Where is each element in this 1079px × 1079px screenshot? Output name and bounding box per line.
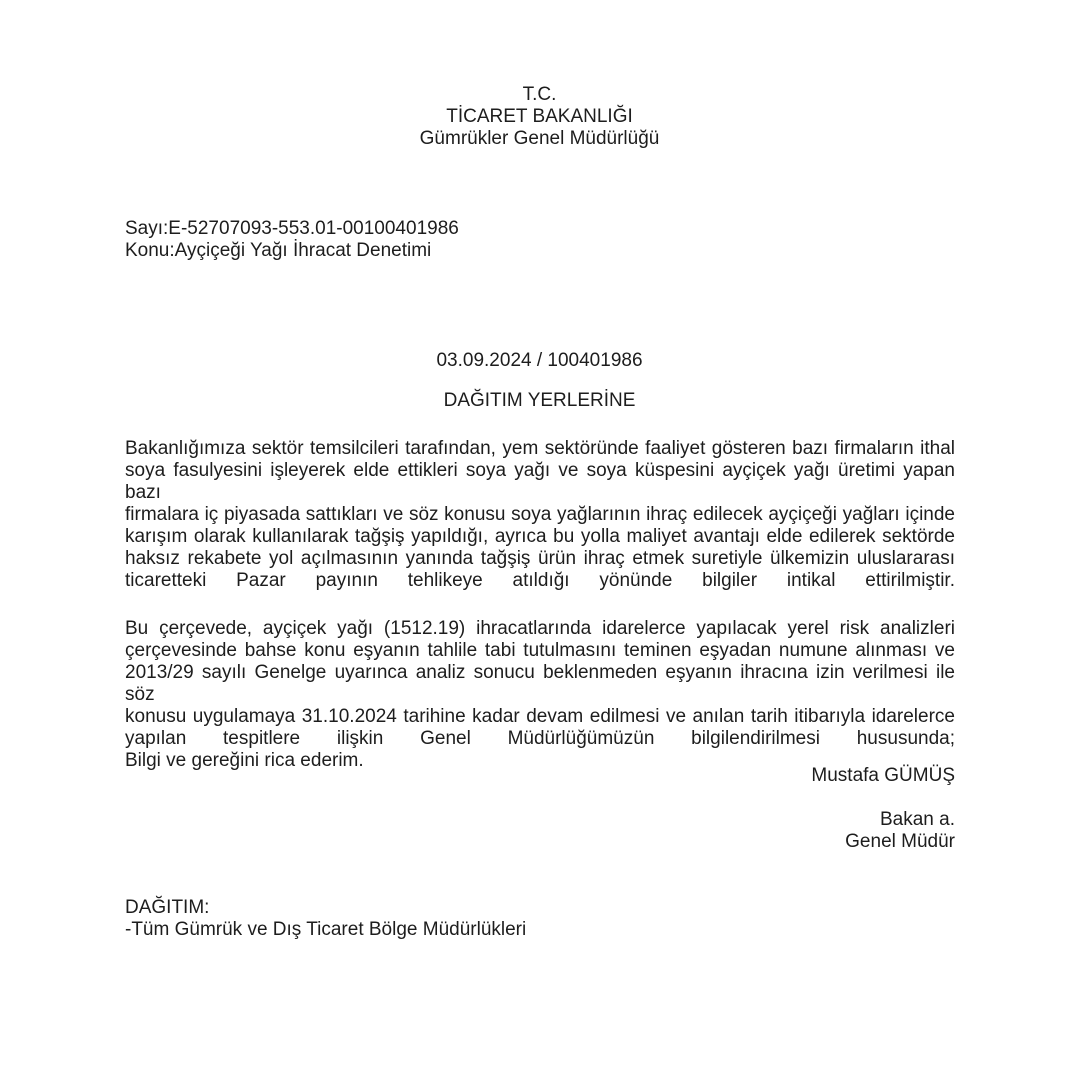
- body-line: konusu uygulamaya 31.10.2024 tarihine kadar devam edilmesi ve anılan tarih itibarıyla idarelerce: [125, 706, 955, 727]
- letterhead-ministry: TİCARET BAKANLIĞI: [446, 106, 633, 127]
- signature-title-role: Genel Müdür: [845, 831, 955, 852]
- distribution-item: -Tüm Gümrük ve Dış Ticaret Bölge Müdürlükleri: [125, 919, 527, 940]
- date-line: 03.09.2024 / 100401986: [436, 350, 643, 371]
- body-paragraph-1: [125, 438, 955, 592]
- body-line: 2013/29 sayılı Genelge uyarınca analiz sonucu beklenmeden eşyanın ihracına izin verilmesi ile söz: [125, 662, 955, 705]
- body-line: Bu çerçevede, ayçiçek yağı (1512.19) ihracatlarında idarelerce yapılacak yerel risk analizleri: [125, 618, 955, 639]
- distribution-heading: DAĞITIM:: [125, 897, 210, 918]
- body-line: ticaretteki Pazar payının tehlikeye atıldığı yönünde bilgiler intikal ettirilmiştir.: [125, 570, 955, 591]
- recipient-line: DAĞITIM YERLERİNE: [443, 390, 636, 411]
- body-paragraph-2: [125, 618, 955, 772]
- body-line: yapılan tespitlere ilişkin Genel Müdürlüğümüzün bilgilendirilmesi hususunda;: [125, 728, 955, 749]
- closing-line: Bilgi ve gereğini rica ederim.: [125, 750, 364, 771]
- letterhead-republic: T.C.: [522, 84, 557, 105]
- letter-body: [125, 438, 955, 798]
- letterhead: [0, 84, 1079, 150]
- signature-title-on-behalf: Bakan a.: [880, 809, 955, 830]
- letterhead-directorate: Gümrükler Genel Müdürlüğü: [419, 128, 660, 149]
- signature-name: Mustafa GÜMÜŞ: [811, 765, 955, 786]
- distribution-list: [125, 919, 526, 941]
- sayi-line: Sayı:E-52707093-553.01-00100401986: [125, 218, 459, 239]
- body-line: haksız rekabete yol açılmasının yanında tağşiş ürün ihraç etmek suretiyle ülkemizin uluslararası: [125, 548, 955, 569]
- body-line: Bakanlığımıza sektör temsilcileri tarafından, yem sektöründe faaliyet gösteren bazı firmaların ithal: [125, 438, 955, 459]
- body-line: firmalara iç piyasada sattıkları ve söz konusu soya yağlarının ihraç edilecek ayçiçeği yağları içinde: [125, 504, 955, 525]
- body-line: çerçevesinde bahse konu eşyanın tahlile tabi tutulmasını teminen eşyadan numune alınması ve: [125, 640, 955, 661]
- body-paragraph-2-justified: [125, 618, 955, 750]
- distribution-block: [125, 897, 526, 941]
- reference-block: [125, 218, 459, 262]
- konu-line: Konu:Ayçiçeği Yağı İhracat Denetimi: [125, 240, 432, 261]
- body-line: soya fasulyesini işleyerek elde ettikleri soya yağı ve soya küspesini ayçiçek yağı üretimi yapan bazı: [125, 460, 955, 503]
- body-line: karışım olarak kullanılarak tağşiş yapıldığı, ayrıca bu yolla maliyet avantajı elde edilerek sektörde: [125, 526, 955, 547]
- signature-block: [811, 765, 955, 853]
